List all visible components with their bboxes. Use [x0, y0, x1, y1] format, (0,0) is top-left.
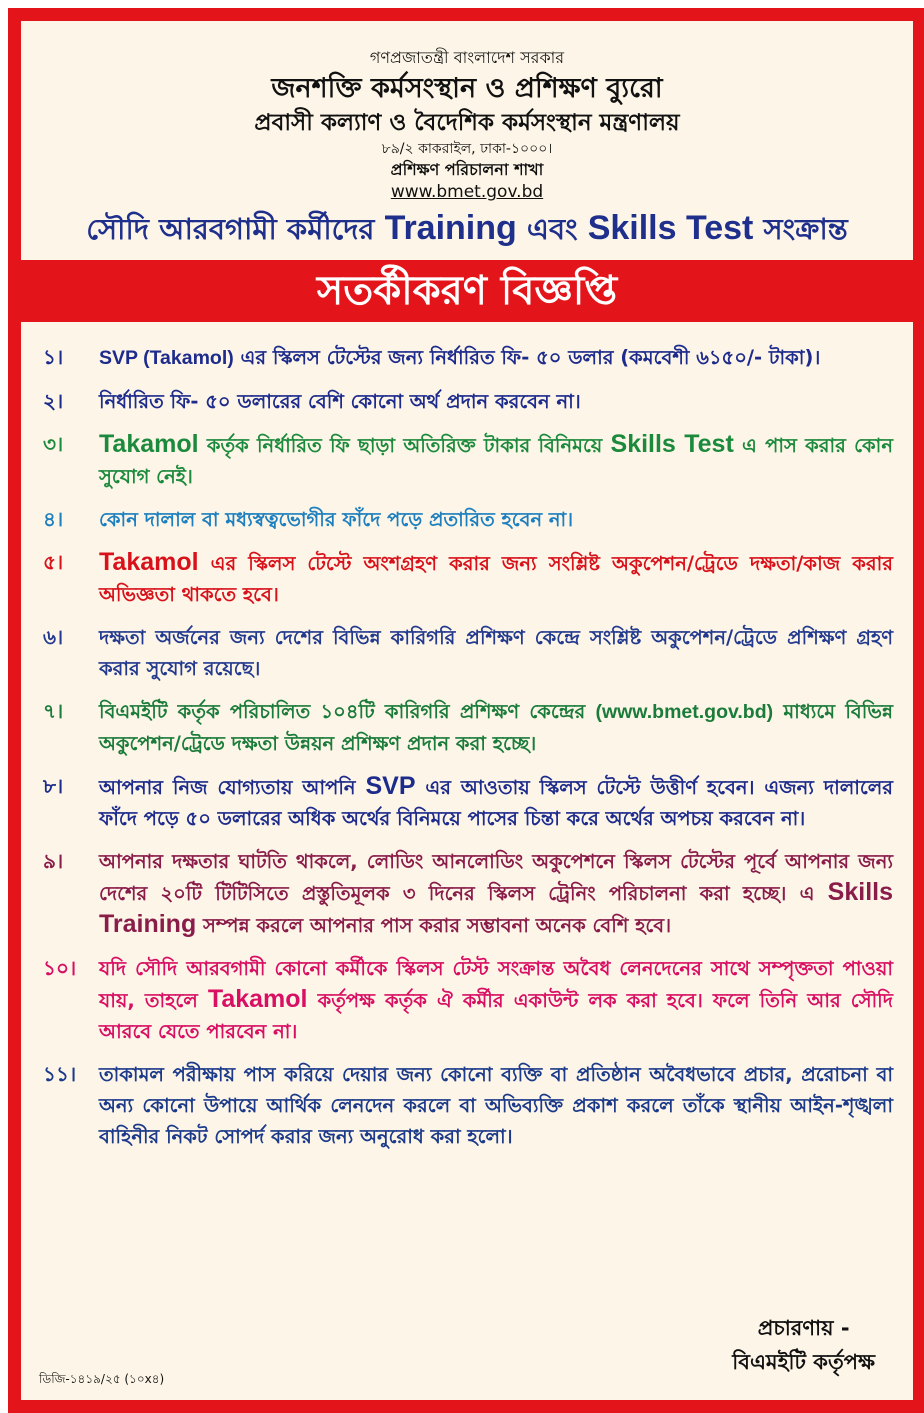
- item-text-part: দক্ষতা অর্জনের জন্য দেশের বিভিন্ন কারিগরি প্রশিক্ষণ কেন্দ্রে সংশ্লিষ্ট অকুপেশন/ট্রেডে প্রশিক্ষণ গ্রহণ করার সুযোগ রয়েছে।: [99, 626, 893, 680]
- item-text-part: এর স্কিলস টেস্টে অংশগ্রহণ করার জন্য সংশ্লিষ্ট অকুপেশন/ট্রেডে দক্ষতা/কাজ করার অভিজ্ঞতা থাকতে হবে।: [99, 552, 893, 606]
- address: ৮৯/২ কাকরাইল, ঢাকা-১০০০।: [381, 141, 553, 157]
- item-text: [99, 622, 893, 684]
- ministry-name: প্রবাসী কল্যাণ ও বৈদেশিক কর্মসংস্থান মন্ত্রণালয়: [254, 110, 680, 136]
- notice-list: [21, 322, 913, 1152]
- item-text: [99, 386, 893, 417]
- item-text-part: কর্তৃক নির্ধারিত ফি ছাড়া অতিরিক্ত টাকার বিনিময়ে: [198, 434, 611, 457]
- website-link[interactable]: www.bmet.gov.bd: [390, 182, 544, 202]
- list-item: [43, 342, 893, 374]
- item-link[interactable]: (www.bmet.gov.bd): [595, 701, 774, 723]
- item-text: [99, 696, 893, 759]
- item-text-en: Skills Test: [610, 430, 734, 458]
- government-name: গণপ্রজাতন্ত্রী বাংলাদেশ সরকার: [369, 48, 565, 67]
- item-number: ৬।: [43, 625, 64, 649]
- item-text-part: আপনার দক্ষতার ঘাটতি থাকলে, লোডিং আনলোডিং অকুপেশনে স্কিলস টেস্টের পূর্বে আপনার জন্য দেশের ২০টি টিটিসিতে প্রস্তুতিমূলক ৩ দিনের স্কিলস ট্রেনিং পরিচালনা করা হচ্ছে। এ: [99, 850, 893, 905]
- item-text-part: সম্পন্ন করলে আপনার পাস করার সম্ভাবনা অনেক বেশি হবে।: [196, 914, 672, 937]
- item-text: [99, 429, 893, 492]
- list-item: [43, 1059, 893, 1152]
- list-item: [43, 771, 893, 834]
- item-number: ২।: [43, 389, 64, 413]
- item-number: ৯।: [43, 849, 64, 873]
- item-number: ৭।: [43, 699, 64, 723]
- item-text: [99, 953, 893, 1047]
- item-text: [99, 342, 893, 374]
- list-item: [43, 953, 893, 1047]
- item-text-part: কর্তৃপক্ষ কর্তৃক ঐ কর্মীর একাউন্ট লক করা হবে। ফলে তিনি আর সৌদি আরবে যেতে পারবেন না।: [99, 989, 893, 1043]
- branch-name: প্রশিক্ষণ পরিচালনা শাখা: [390, 160, 544, 179]
- subject-training: Training: [384, 209, 517, 247]
- item-text-part: তাকামল পরীক্ষায় পাস করিয়ে দেয়ার জন্য কোনো ব্যক্তি বা প্রতিষ্ঠান অবৈধভাবে প্রচার, প্ররোচনা বা অন্য কোনো উপায়ে আর্থিক লেনদেন করলে বা অভিব্যক্তি প্রকাশ করলে তাঁকে স্থানীয় আইন-শৃঙ্খলা বাহিনীর নিকট সোপর্দ করার জন্য অনুরোধ করা হলো।: [99, 1063, 893, 1148]
- notice-frame: [8, 8, 924, 1413]
- list-item: [43, 429, 893, 492]
- warning-banner: [21, 260, 913, 322]
- subject-part3: সংক্রান্ত: [753, 212, 848, 246]
- item-number: ৮।: [43, 774, 64, 798]
- list-item: [43, 386, 893, 417]
- list-item: [43, 547, 893, 610]
- list-item: [43, 504, 893, 535]
- subject-skills-test: Skills Test: [587, 209, 754, 247]
- header: [21, 21, 913, 203]
- item-text: [99, 1059, 893, 1152]
- banner-title: সতর্কীকরণ বিজ্ঞপ্তি: [316, 268, 618, 314]
- list-item: [43, 622, 893, 684]
- item-text-part: এ পাস করার কোন সুযোগ নেই।: [99, 434, 893, 488]
- list-item: [43, 846, 893, 941]
- item-text: [99, 771, 893, 834]
- item-text: [99, 846, 893, 941]
- item-text-en: Skills Training: [99, 878, 893, 938]
- item-number: ১১।: [43, 1062, 77, 1086]
- item-number: ৩।: [43, 432, 64, 456]
- subject-line: [21, 205, 913, 252]
- item-text-part: আপনার নিজ যোগ্যতায় আপনি: [99, 776, 366, 799]
- item-number: ৪।: [43, 507, 64, 531]
- item-text-part: কোন দালাল বা মধ্যস্বত্বভোগীর ফাঁদে পড়ে প্রতারিত হবেন না।: [99, 508, 574, 531]
- subject-part1: সৌদি আরবগামী কর্মীদের: [86, 212, 385, 246]
- item-text: [99, 547, 893, 610]
- signature-block: [732, 1311, 875, 1379]
- bureau-name: জনশক্তি কর্মসংস্থান ও প্রশিক্ষণ ব্যুরো: [271, 73, 663, 104]
- list-item: [43, 696, 893, 759]
- item-text-part: মাধ্যমে বিভিন্ন অকুপেশন/ট্রেডে দক্ষতা উন্নয়ন প্রশিক্ষণ প্রদান করা হচ্ছে।: [99, 700, 893, 755]
- item-text-part: এর স্কিলস টেস্টের জন্য নির্ধারিত ফি- ৫০ ডলার (কমবেশী ৬১৫০/- টাকা)।: [233, 346, 821, 369]
- item-text: [99, 504, 893, 535]
- signature-authority: বিএমইটি কর্তৃপক্ষ: [732, 1350, 875, 1374]
- item-text-en: SVP (Takamol): [99, 347, 234, 369]
- item-number: ৫।: [43, 550, 64, 574]
- item-number: ১০।: [43, 956, 77, 980]
- item-text-part: এর আওতায় স্কিলস টেস্টে উত্তীর্ণ হবেন। এজন্য দালালের ফাঁদে পড়ে ৫০ ডলারের অধিক অর্থের বিনিময়ে পাসের চিন্তা করে অর্থের অপচয় করবেন না।: [99, 776, 894, 830]
- item-text-en: Takamol: [99, 430, 199, 458]
- reference-number: ডিজি-১৪১৯/২৫ (১০x৪): [39, 1372, 165, 1386]
- item-text-en: Takamol: [99, 548, 199, 576]
- subject-part2: এবং: [516, 212, 588, 246]
- item-text-en: Takamol: [207, 985, 308, 1013]
- item-text-en: SVP: [365, 772, 416, 800]
- item-text-part: নির্ধারিত ফি- ৫০ ডলারের বেশি কোনো অর্থ প্রদান করবেন না।: [99, 390, 581, 413]
- item-text-part: বিএমইটি কর্তৃক পরিচালিত ১০৪টি কারিগরি প্রশিক্ষণ কেন্দ্রের: [99, 700, 596, 723]
- item-number: ১।: [43, 345, 64, 369]
- item-text-part: যদি সৌদি আরবগামী কোনো কর্মীকে স্কিলস টেস্ট সংক্রান্ত অবৈধ লেনদেনের সাথে সম্পৃক্ততা পাওয়া যায়, তাহলে: [99, 957, 893, 1012]
- signature-label: প্রচারণায় -: [757, 1316, 850, 1340]
